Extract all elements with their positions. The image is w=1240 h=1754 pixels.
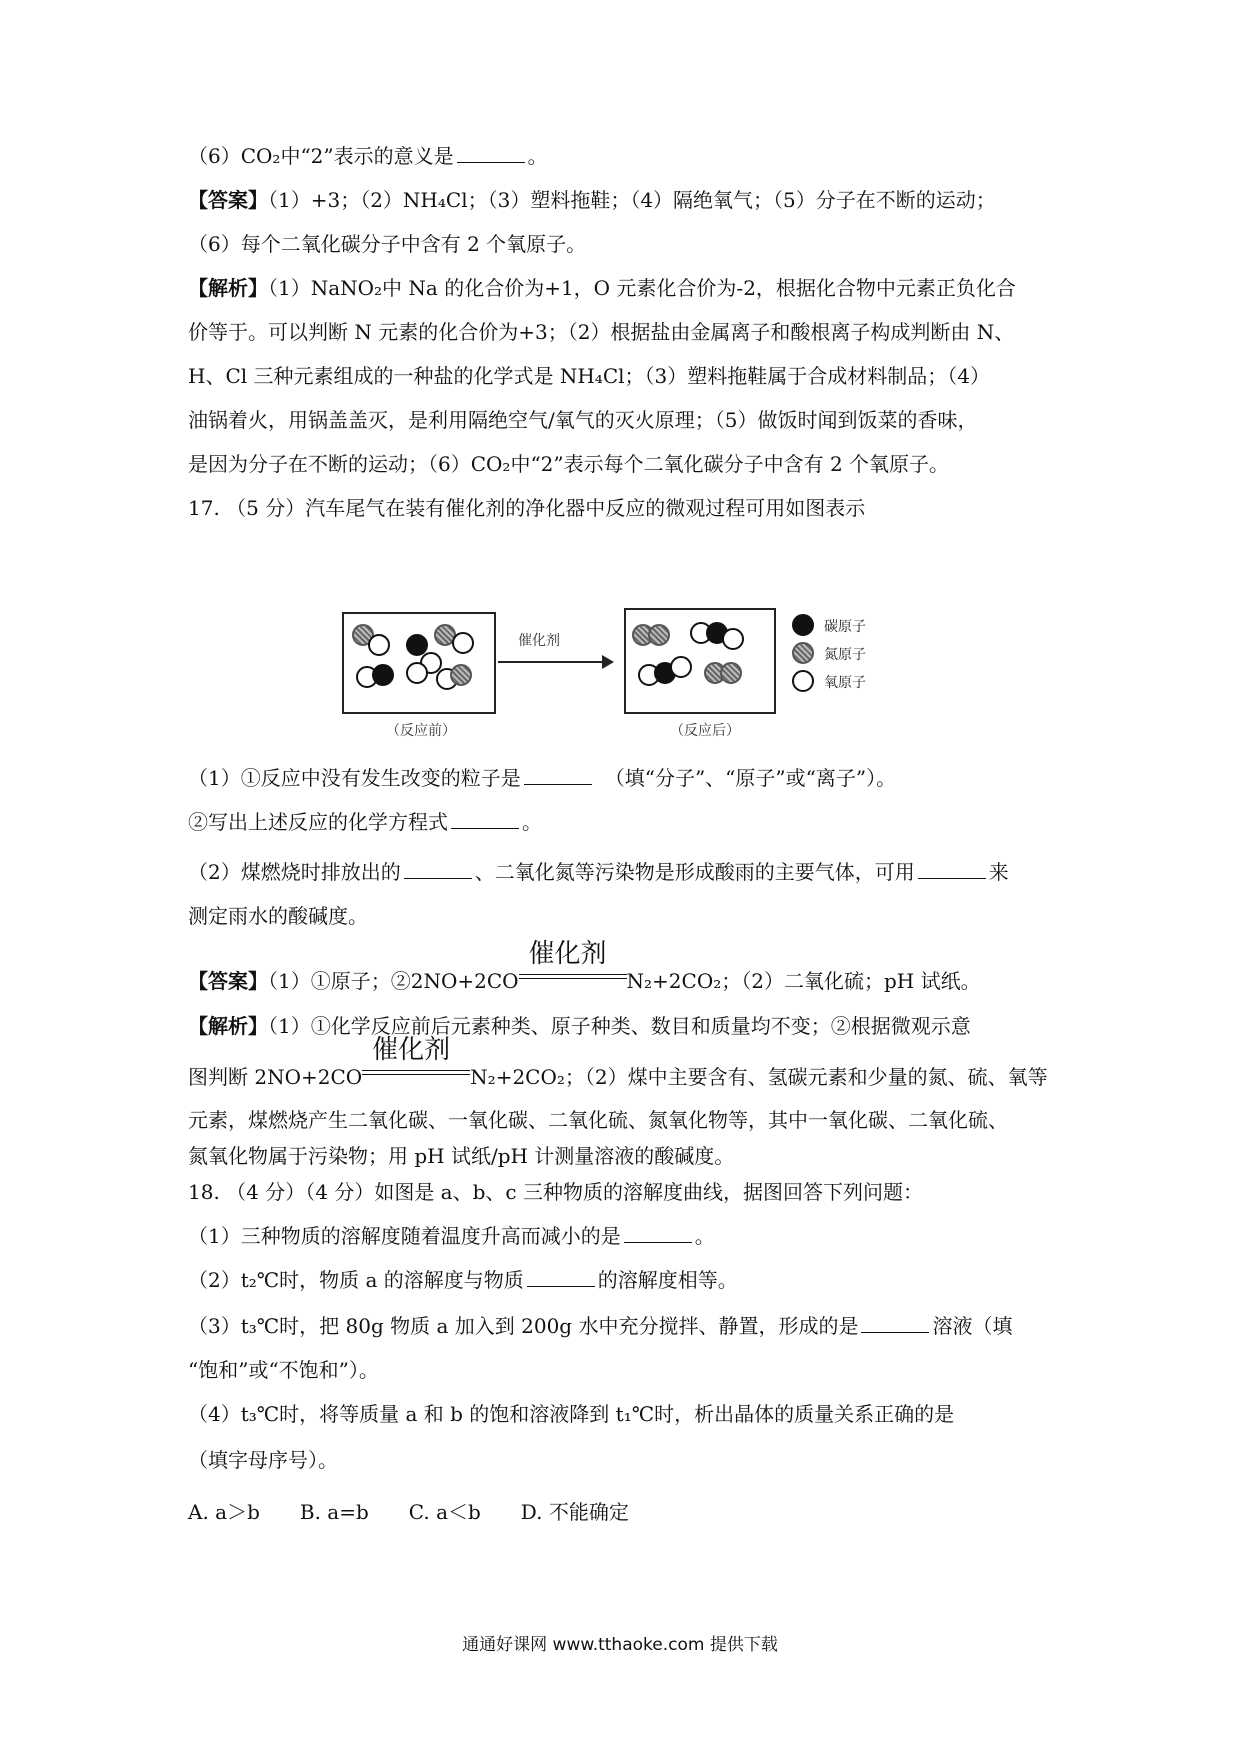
q18-part3-line2: “饱和”或“不饱和”）。 [188,1358,379,1382]
oxygen-atom [452,632,474,654]
q17-part1: （1）①反应中没有发生改变的粒子是 （填“分子”、“原子”或“离子”）。 [188,766,897,790]
q18-title: 18. （4 分）（4 分）如图是 a、b、c 三种物质的溶解度曲线，据图回答下列问题： [188,1180,923,1204]
legend-carbon-label: 碳原子 [824,619,866,635]
q16-analysis: 【解析】（1）NaNO₂中 Na 的化合价为+1，O 元素化合价为-2，根据化合物中元素正负化合 [188,276,1016,300]
before-box [342,612,496,714]
nitrogen-atom [450,664,472,686]
q16-analysis-line5: 是因为分子在不断的运动；（6）CO₂中“2”表示每个二氧化碳分子中含有 2 个氧原子。 [188,452,950,476]
q17-title: 17. （5 分）汽车尾气在装有催化剂的净化器中反应的微观过程可用如图表示 [188,496,866,520]
oxygen-atom [406,662,428,684]
q16-analysis-line4: 油锅着火，用锅盖盖灭，是利用隔绝空气/氧气的灭火原理；（5）做饭时闻到饭菜的香味， [188,408,978,432]
catalyst-equals-sign: 催化剂 [519,966,627,988]
nitrogen-atom [720,662,742,684]
oxygen-atom [722,628,744,650]
q16-answer: 【答案】（1）+3；（2）NH₄Cl；（3）塑料拖鞋；（4）隔绝氧气；（5）分子在不断的运动； [188,188,996,212]
oxygen-atom [670,656,692,678]
q18-part2: （2）t₂℃时，物质 a 的溶解度与物质 的溶解度相等。 [188,1268,738,1292]
arrowhead-icon [602,655,614,669]
page-footer: 通通好课网 www.tthaoke.com 提供下载 [462,1635,778,1655]
q18-part4: （4）t₃℃时，将等质量 a 和 b 的饱和溶液降到 t₁℃时，析出晶体的质量关系正确的是 [188,1402,955,1426]
q18-part4-line2: （填字母序号）。 [188,1448,338,1472]
catalyst-label: 催化剂 [518,633,560,649]
answer-blank[interactable] [624,1224,692,1243]
answer-blank[interactable] [524,766,592,785]
reaction-diagram [340,606,900,740]
q17-analysis-line2: 图判断 2NO+2CO 催化剂 N₂+2CO₂；（2）煤中主要含有、氢碳元素和少量的氮、硫、氧等 [188,1035,1048,1089]
q16-question-6: （6）CO₂中“2”表示的意义是 。 [188,144,548,168]
q16-answer-line2: （6）每个二氧化碳分子中含有 2 个氧原子。 [188,232,587,256]
q16-analysis-line3: H、Cl 三种元素组成的一种盐的化学式是 NH₄Cl；（3）塑料拖鞋属于合成材料制品；（4） [188,364,990,388]
q17-part2-line2: 测定雨水的酸碱度。 [188,904,368,928]
before-caption: （反应前） [386,723,456,739]
q17-part1-2: ②写出上述反应的化学方程式 。 [188,810,542,834]
reaction-arrow [498,661,604,663]
nitrogen-atom [648,624,670,646]
q18-part1: （1）三种物质的溶解度随着温度升高而减小的是 。 [188,1224,715,1248]
catalyst-equals-sign: 催化剂 [362,1062,470,1084]
q18-part3: （3）t₃℃时，把 80g 物质 a 加入到 200g 水中充分搅拌、静置，形成的是 溶液（填 [188,1314,1013,1338]
q18-options: A. a＞b B. a=b C. a＜b D. 不能确定 [188,1500,629,1524]
legend-oxygen-icon [792,670,814,692]
legend-nitrogen-icon [792,642,814,664]
q16-analysis-line2: 价等于。可以判断 N 元素的化合价为+3；（2）根据盐由金属离子和酸根离子构成判断由 N、 [188,320,1015,344]
legend-nitrogen-label: 氮原子 [824,647,866,663]
legend-carbon-icon [792,614,814,636]
answer-blank[interactable] [404,860,472,879]
after-caption: （反应后） [670,723,740,739]
answer-blank[interactable] [451,810,519,829]
q17-answer: 【答案】（1）①原子；②2NO+2CO 催化剂 N₂+2CO₂；（2）二氧化硫；pH 试纸。 [188,939,981,993]
answer-blank[interactable] [527,1268,595,1287]
answer-blank[interactable] [918,860,986,879]
q17-analysis-line3: 元素，煤燃烧产生二氧化碳、一氧化碳、二氧化硫、氮氧化物等，其中一氧化碳、二氧化硫、 [188,1108,1008,1132]
carbon-atom [372,664,394,686]
oxygen-atom [368,634,390,656]
q17-analysis-line4: 氮氧化物属于污染物；用 pH 试纸/pH 计测量溶液的酸碱度。 [188,1144,735,1168]
after-box [624,608,776,714]
q17-analysis: 【解析】（1）①化学反应前后元素种类、原子种类、数目和质量均不变；②根据微观示意 [188,1014,971,1038]
legend-oxygen-label: 氧原子 [824,675,866,691]
answer-blank[interactable] [457,144,525,163]
answer-blank[interactable] [861,1314,929,1333]
q17-part2: （2）煤燃烧时排放出的 、二氧化氮等污染物是形成酸雨的主要气体，可用 来 [188,860,1009,884]
